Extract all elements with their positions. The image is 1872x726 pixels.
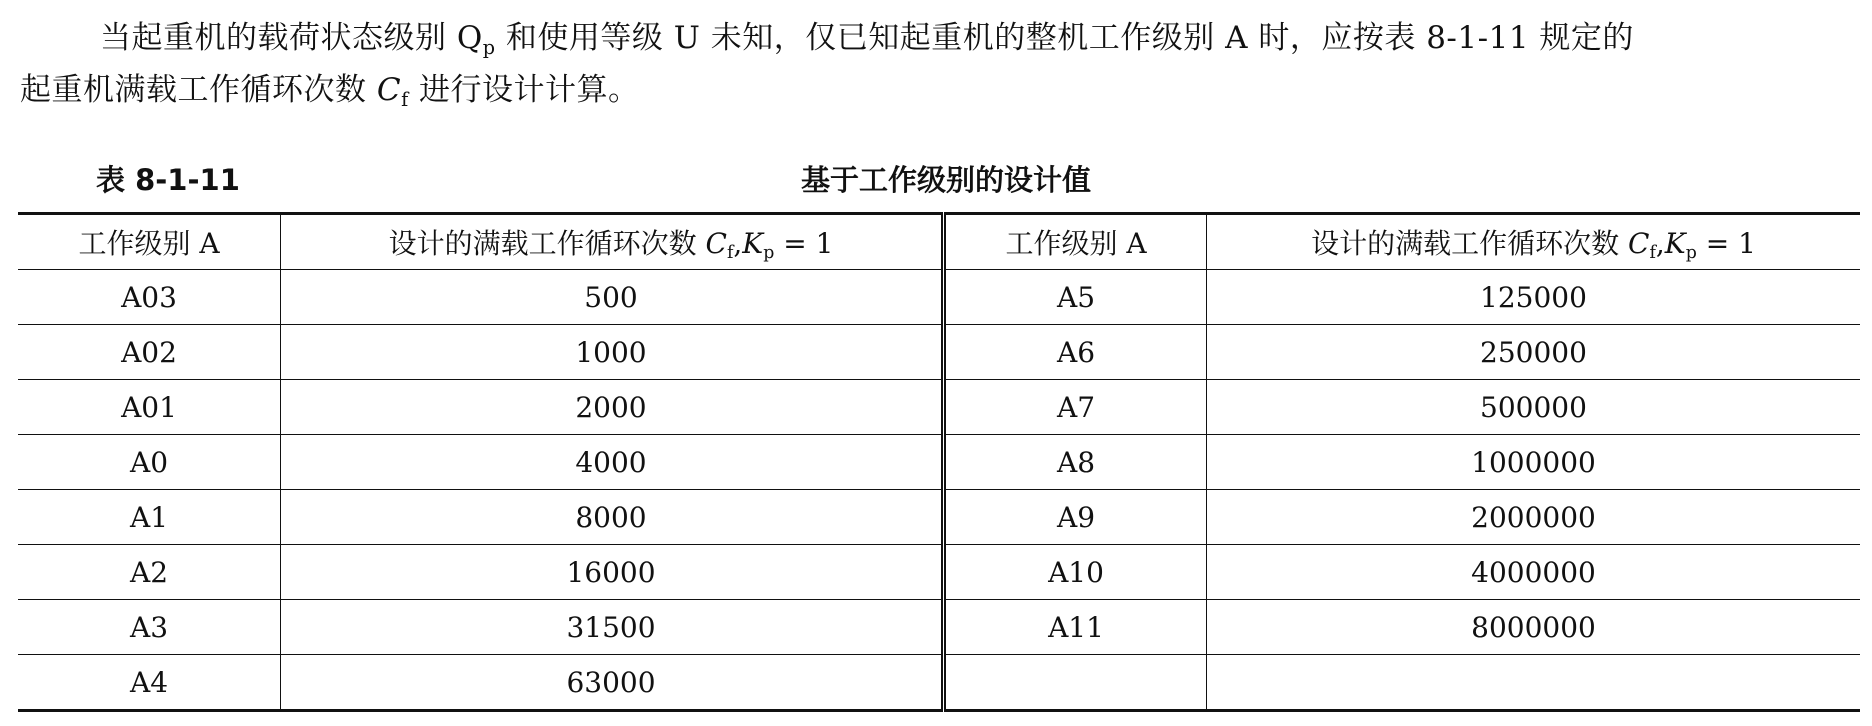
table-row [18,435,1860,490]
cell-cycles: 31500 [281,600,944,655]
header-comma: , [733,227,743,260]
cell-cycles: 2000000 [1207,490,1861,545]
header-comma: , [1655,227,1665,260]
cell-cycles: 63000 [566,665,656,699]
cell-grade: A3 [18,600,281,655]
line1-text-a: 当起重机的载荷状态级别 Q [100,20,483,56]
header-symbol-K: K [742,227,764,260]
cell-cycles: 8000 [281,490,944,545]
cell-cycles: 4000000 [1207,545,1861,600]
header-symbol-C: C [1628,227,1650,260]
cell-grade: A11 [944,600,1207,655]
header-subscript-f: f [726,243,734,264]
cell-cycles: 1000000 [1207,435,1861,490]
header-symbol-K: K [1664,227,1686,260]
cell-grade: A2 [18,545,281,600]
table-title: 基于工作级别的设计值 [800,163,1091,197]
header-equals-one: = 1 [774,227,834,260]
cell-grade: A8 [944,435,1207,490]
cell-grade: A10 [944,545,1207,600]
cell-cycles: 16000 [281,545,944,600]
header-cycles-text: 设计的满载工作循环次数 [1311,227,1628,260]
cell-cycles: 1000 [281,325,944,380]
cell-grade: A0 [18,435,281,490]
header-cycles-right [1207,214,1861,270]
table-row [18,655,1860,711]
table-row [18,325,1860,380]
subscript-f: f [401,87,409,111]
line2-text-a: 起重机满载工作循环次数 [20,72,377,108]
cell-grade: A03 [18,270,281,325]
table-header-row [18,214,1860,270]
header-cycles-text: 设计的满载工作循环次数 [388,227,706,260]
line1-text-b: 和使用等级 U 未知，仅已知起重机的整机工作级别 A 时，应按表 8-1-11 规定的 [495,20,1634,56]
cell-cycles: 250000 [1207,325,1861,380]
cell-cycles: 4000 [281,435,944,490]
header-subscript-f: f [1649,243,1656,264]
header-equals-one: = 1 [1696,227,1756,260]
intro-paragraph [20,12,1860,116]
table-row [18,600,1860,655]
cell-cycles: 500 [281,270,944,325]
symbol-C: C [376,72,402,108]
header-cycles-left [281,214,944,270]
cell-grade: A4 [18,655,281,711]
cell-cycles: 8000000 [1207,600,1861,655]
cell-grade: A6 [944,325,1207,380]
paragraph-line-1 [20,12,1860,64]
header-grade-left: 工作级别 A [18,214,281,270]
cell-grade: A02 [18,325,281,380]
header-subscript-p: p [763,243,775,264]
cell-grade: A7 [944,380,1207,435]
table-row [18,270,1860,325]
cell-cycles: 500000 [1207,380,1861,435]
cell-cycles [1207,655,1861,711]
table-row [18,380,1860,435]
header-symbol-C: C [705,227,727,260]
cell-cycles: 125000 [1207,270,1861,325]
line2-text-b: 进行设计计算。 [408,72,640,108]
cell-cycles: 2000 [281,380,944,435]
subscript-p: p [482,35,496,59]
cell-grade: A01 [18,380,281,435]
cell-grade: A1 [18,490,281,545]
work-grade-table [18,212,1860,712]
cell-grade: A9 [944,490,1207,545]
header-subscript-p: p [1685,243,1697,264]
paragraph-line-2 [20,64,1860,116]
table-caption [0,152,1872,202]
cell-grade: A5 [944,270,1207,325]
table-row [18,490,1860,545]
header-grade-right: 工作级别 A [944,214,1207,270]
table-row [18,545,1860,600]
cell-grade [944,655,1207,711]
table-number: 表 8-1-11 [96,163,240,197]
